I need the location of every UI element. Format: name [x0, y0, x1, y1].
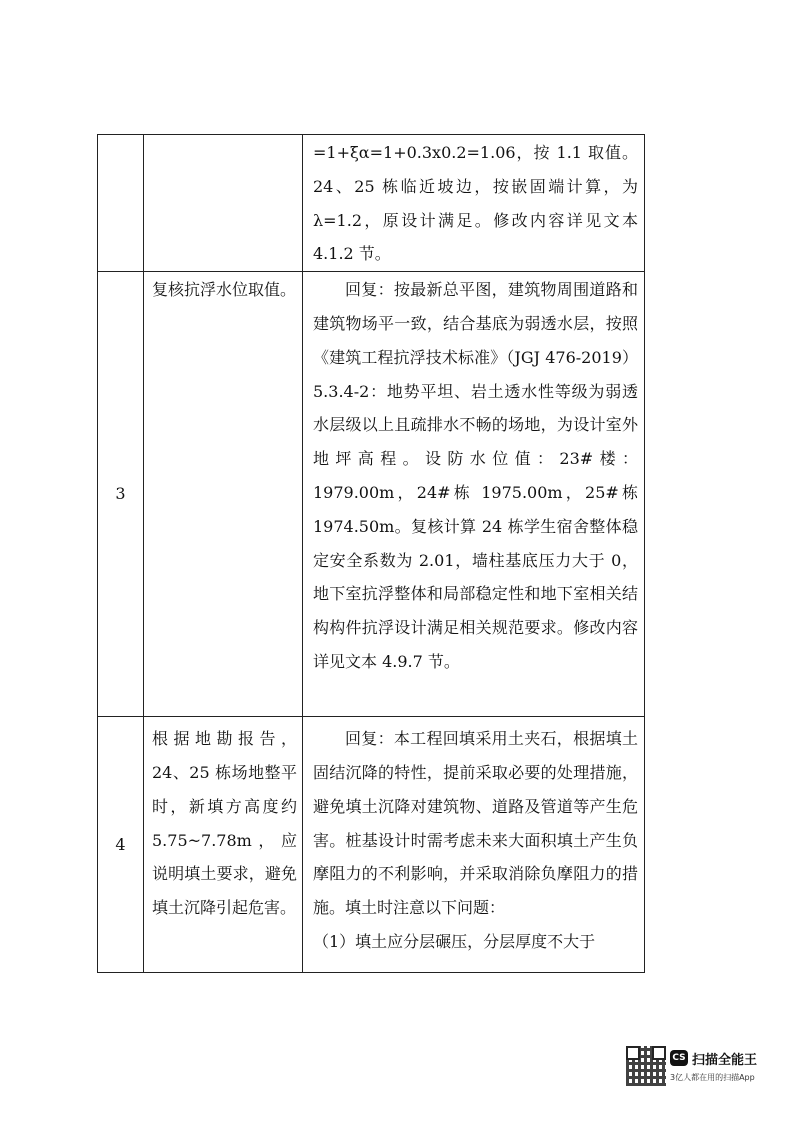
cs-logo-icon: CS	[670, 1050, 688, 1066]
question-cell	[144, 135, 303, 272]
table-row	[98, 135, 645, 272]
brand-tagline: 3亿人都在用的扫描App	[670, 1073, 755, 1082]
reply-item: （1）填土应分层碾压，分层厚度不大于	[313, 931, 596, 951]
qr-code-icon	[626, 1046, 666, 1086]
reply-cell	[303, 272, 645, 717]
reply-cell	[303, 717, 645, 973]
question-cell: 根据地勘报告，24、25 栋场地整平时，新填方高度约 5.75~7.78m，应说明填土要求，避免填土沉降引起危害。	[144, 717, 303, 973]
question-cell: 复核抗浮水位取值。	[144, 272, 303, 717]
table-row	[98, 272, 645, 717]
review-reply-table	[97, 134, 645, 973]
reply-text: 回复：本工程回填采用土夹石，根据填土固结沉降的特性，提前采取必要的处理措施，避免填土沉降对建筑物、道路及管道等产生危害。桩基设计时需考虑未来大面积填土产生负摩阻力的不利影响，并采取消除负摩阻力的措施。填土时注意以下问题：	[313, 729, 638, 918]
row-number: 4	[98, 717, 144, 973]
brand-name: 扫描全能王	[692, 1053, 758, 1068]
reply-cell	[303, 135, 645, 272]
scanner-watermark	[626, 1046, 776, 1092]
table-row	[98, 717, 645, 973]
row-number: 3	[98, 272, 144, 717]
row-number	[98, 135, 144, 272]
reply-text: =1+ξα=1+0.3x0.2=1.06，按 1.1 取值。24、25 栋临近坡边，按嵌固端计算，为 λ=1.2，原设计满足。修改内容详见文本 4.1.2 节。	[313, 143, 638, 264]
reply-text: 回复：按最新总平图，建筑物周围道路和建筑物场平一致，结合基底为弱透水层，按照《建筑工程抗浮技术标准》（JGJ 476-2019）5.3.4-2：地势平坦、岩土透水性等级为弱透水层级以上且疏排水不畅的场地，为设计室外地坪高程。设防水位值：23#楼：1979.00m，24#栋 1975.00m，25#栋 1974.50m。复核计算 24 栋学生宿舍整体稳定安全系数为 2.01，墙柱基底压力大于 0，地下室抗浮整体和局部稳定性和地下室相关结构构件抗浮设计满足相关规范要求。修改内容详见文本 4.9.7 节。	[313, 280, 638, 671]
